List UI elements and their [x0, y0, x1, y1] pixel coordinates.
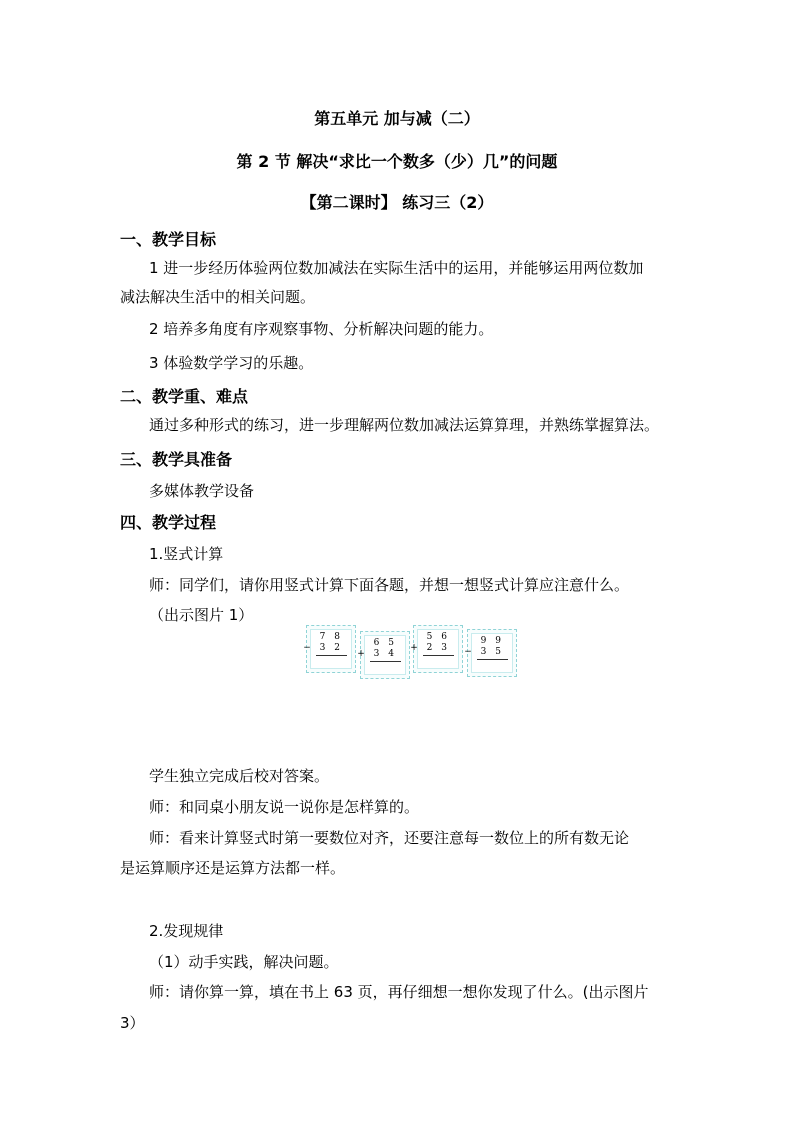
step2-title: 2.发现规律	[149, 922, 224, 940]
step2-teacher-line-1: 师：请你算一算，填在书上 63 页，再仔细想一想你发现了什么。(出示图片	[149, 983, 649, 1001]
step1-teacher-prompt: 师：同学们，请你用竖式计算下面各题，并想一想竖式计算应注意什么。	[149, 576, 630, 594]
calc-bottom-number: + 2 3	[410, 643, 450, 653]
calc-bottom-number: − 3 5	[464, 647, 504, 657]
step1-picture-note: （出示图片 1）	[149, 606, 254, 624]
objective-2: 2 培养多角度有序观察事物、分析解决问题的能力。	[149, 320, 494, 338]
calc-top-number: 7 8	[319, 632, 343, 642]
calc-card	[464, 629, 517, 677]
step1-students: 学生独立完成后校对答案。	[149, 767, 330, 785]
objectives-heading: 一、教学目标	[120, 230, 217, 249]
step2-subtitle: （1）动手实践，解决问题。	[149, 953, 339, 971]
step1-teacher-3-line-2: 是运算顺序还是运算方法都一样。	[120, 859, 346, 877]
step1-title: 1.竖式计算	[149, 545, 224, 563]
objective-3: 3 体验数学学习的乐趣。	[149, 354, 314, 372]
calc-card	[410, 625, 463, 673]
process-heading: 四、教学过程	[120, 513, 217, 532]
step1-teacher-2: 师：和同桌小朋友说一说你是怎样算的。	[149, 798, 420, 816]
materials-heading: 三、教学具准备	[120, 450, 233, 469]
calc-top-number: 6 5	[373, 638, 397, 648]
objective-1-line-1: 1 进一步经历体验两位数加减法在实际生活中的运用，并能够运用两位数加	[149, 259, 644, 277]
calc-bottom-number: + 3 4	[357, 649, 397, 659]
calc-card	[357, 631, 410, 679]
key-points-heading: 二、教学重、难点	[120, 387, 249, 406]
step1-teacher-3-line-1: 师：看来计算竖式时第一要数位对齐，还要注意每一数位上的所有数无论	[149, 829, 630, 847]
calc-line	[477, 659, 508, 660]
calc-top-number: 9 9	[480, 636, 504, 646]
lesson-title: 【第二课时】 练习三（2）	[300, 193, 494, 212]
step2-teacher-line-2: 3）	[120, 1014, 145, 1032]
section-title: 第 2 节 解决“求比一个数多（少）几”的问题	[236, 152, 558, 171]
calc-bottom-number: − 3 2	[303, 643, 343, 653]
objective-1-line-2: 减法解决生活中的相关问题。	[120, 288, 316, 306]
vertical-calculation-cards	[303, 625, 520, 679]
unit-title: 第五单元 加与减（二）	[314, 109, 480, 128]
key-points-text: 通过多种形式的练习，进一步理解两位数加减法运算算理，并熟练掌握算法。	[149, 416, 660, 434]
calc-line	[370, 661, 401, 662]
calc-line	[423, 655, 454, 656]
calc-line	[316, 655, 347, 656]
calc-card	[303, 625, 356, 673]
materials-text: 多媒体教学设备	[149, 482, 255, 500]
calc-top-number: 5 6	[426, 632, 450, 642]
